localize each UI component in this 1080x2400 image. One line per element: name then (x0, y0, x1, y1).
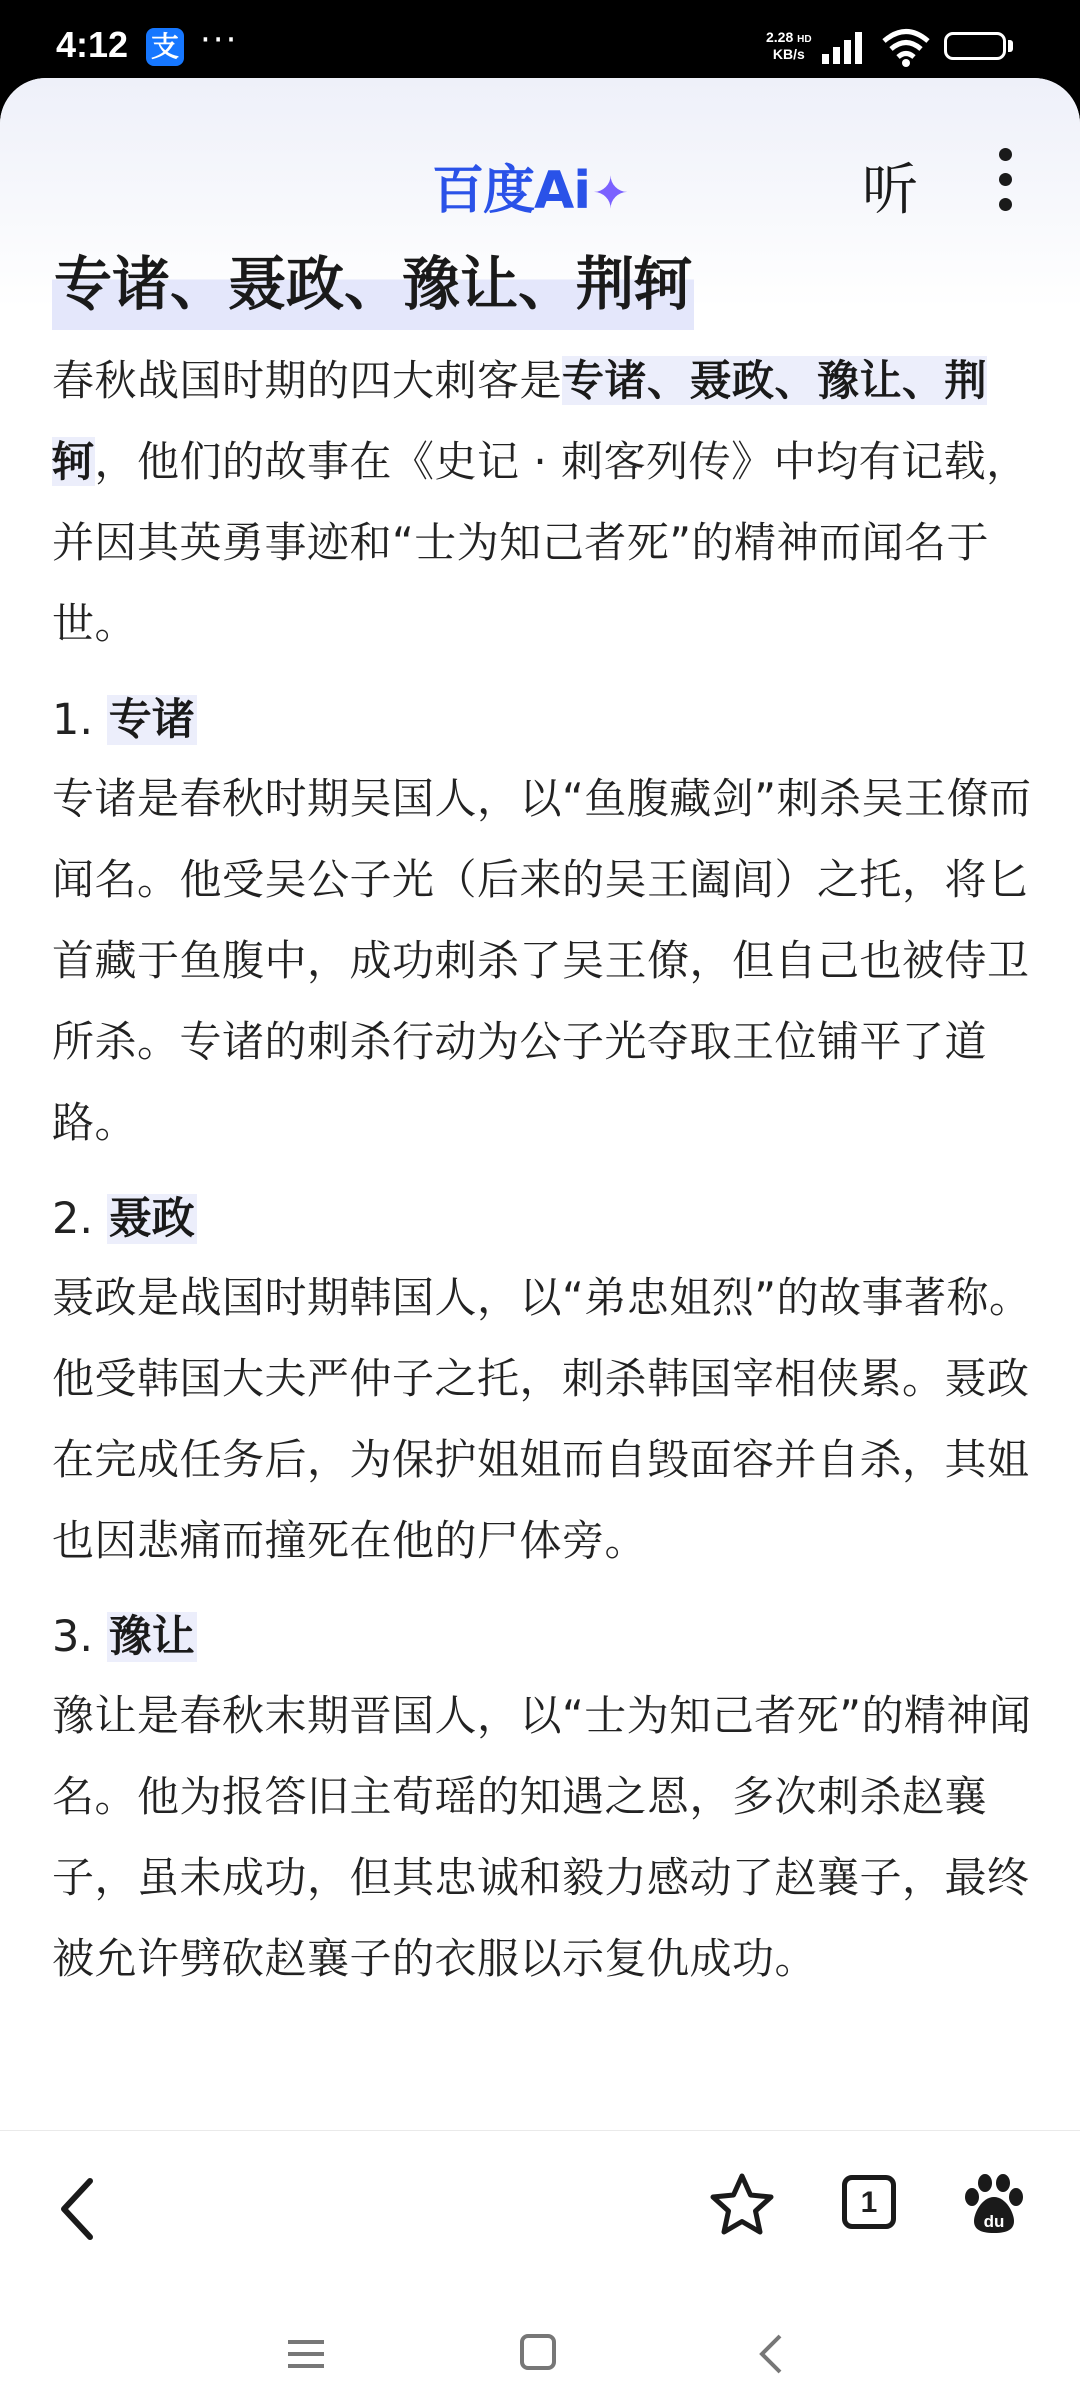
more-notifications-icon: ··· (200, 20, 239, 60)
status-time: 4:12 (56, 24, 129, 65)
section-number: 1. (52, 695, 94, 745)
wifi-icon (880, 28, 932, 68)
section-number: 3. (52, 1612, 94, 1662)
section-3 (52, 1599, 1042, 1999)
content-fade (0, 2078, 1080, 2130)
more-vertical-icon[interactable] (990, 148, 1020, 212)
chevron-left-icon[interactable] (50, 2169, 110, 2249)
section-heading (52, 1599, 1042, 1675)
intro-paragraph (52, 340, 1042, 664)
section-heading (52, 682, 1042, 758)
section-heading (52, 1181, 1042, 1257)
system-nav-bar (0, 2288, 1080, 2400)
section-body: 聂政是战国时期韩国人，以“弟忠姐烈”的故事著称。他受韩国大夫严仲子之托，刺杀韩国宰相侠累。聂政在完成任务后，为保护姐姐而自毁面容并自杀，其姐也因悲痛而撞死在他的尸体旁。 (52, 1273, 1032, 1565)
section-2 (52, 1181, 1042, 1581)
sparkle-icon: ✦ (592, 168, 628, 219)
battery-percent: 83 (965, 34, 985, 53)
intro-prefix: 春秋战国时期的四大刺客是 (52, 356, 563, 405)
recent-apps-icon[interactable] (286, 2336, 326, 2372)
listen-button[interactable]: 听 (862, 158, 918, 223)
intro-suffix: ，他们的故事在《史记 · 刺客列传》中均有记载，并因其英勇事迹和“士为知己者死”的精神而闻名于世。 (52, 437, 1029, 648)
battery-tip (1008, 40, 1013, 52)
back-icon[interactable] (756, 2332, 786, 2376)
home-icon[interactable] (520, 2334, 556, 2370)
network-speed-unit: KB/s (772, 46, 805, 62)
section-body: 豫让是春秋末期晋国人，以“士为知己者死”的精神闻名。他为报答旧主荀瑶的知遇之恩，多次刺杀赵襄子，虽未成功，但其忠诚和毅力感动了赵襄子，最终被允许劈砍赵襄子的衣服以示复仇成功。 (52, 1691, 1032, 1983)
baidu-ai-logo (432, 148, 628, 223)
tabs-button[interactable]: 1 (842, 2175, 896, 2229)
section-name-link[interactable]: 豫让 (108, 1612, 195, 1662)
section-number: 2. (52, 1194, 94, 1244)
star-icon[interactable] (708, 2171, 776, 2237)
article-content (52, 238, 1042, 1999)
alipay-notification-icon: 支 (146, 28, 184, 66)
svg-text:du: du (983, 2212, 1005, 2231)
section-1 (52, 682, 1042, 1163)
section-name-link[interactable]: 聂政 (108, 1194, 195, 1244)
network-speed (766, 30, 812, 62)
section-name-link[interactable]: 专诸 (108, 695, 195, 745)
logo-text: 百度Ai (432, 161, 591, 221)
baidu-paw-icon[interactable] (962, 2171, 1026, 2235)
network-speed-value: 2.28 (766, 29, 794, 45)
article-title: 专诸、聂政、豫让、荆轲 (52, 238, 694, 330)
section-body: 专诸是春秋时期吴国人，以“鱼腹藏剑”刺杀吴王僚而闻名。他受吴公子光（后来的吴王阖闾）之托，将匕首藏于鱼腹中，成功刺杀了吴王僚，但自己也被侍卫所杀。专诸的刺杀行动为公子光夺取王位铺平了道路。 (52, 774, 1032, 1147)
cellular-signal-icon (820, 30, 870, 66)
page-sheet (0, 78, 1080, 2400)
battery-icon (944, 32, 1006, 60)
hd-label: HD (797, 34, 812, 45)
intro-highlight-link[interactable]: 专诸、聂政、豫让、荆轲 (52, 356, 988, 486)
bottom-toolbar (0, 2130, 1080, 2281)
